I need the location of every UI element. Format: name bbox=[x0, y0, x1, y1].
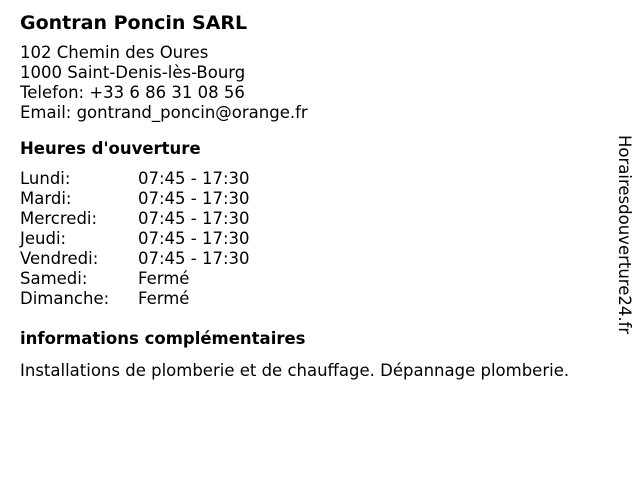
day-label: Jeudi: bbox=[20, 229, 67, 248]
additional-info-heading: informations complémentaires bbox=[20, 329, 306, 348]
time-value: 07:45 - 17:30 bbox=[138, 249, 250, 268]
day-label: Samedi: bbox=[20, 269, 88, 288]
time-value: Fermé bbox=[138, 269, 190, 288]
day-label: Lundi: bbox=[20, 169, 71, 188]
street-address: 102 Chemin des Oures bbox=[20, 43, 209, 62]
hours-row-sunday bbox=[20, 289, 610, 309]
hours-row-tuesday bbox=[20, 189, 610, 209]
time-value: 07:45 - 17:30 bbox=[138, 169, 250, 188]
hours-row-thursday bbox=[20, 229, 610, 249]
opening-hours-heading: Heures d'ouverture bbox=[20, 139, 201, 158]
hours-row-saturday bbox=[20, 269, 610, 289]
business-name: Gontran Poncin SARL bbox=[20, 12, 248, 34]
time-value: 07:45 - 17:30 bbox=[138, 189, 250, 208]
opening-hours-table bbox=[20, 169, 610, 309]
time-value: 07:45 - 17:30 bbox=[138, 229, 250, 248]
hours-row-monday bbox=[20, 169, 610, 189]
contact-block bbox=[20, 43, 610, 123]
site-watermark: Horairesdouverture24.fr bbox=[615, 135, 634, 335]
city-address: 1000 Saint-Denis-lès-Bourg bbox=[20, 63, 246, 82]
day-label: Mercredi: bbox=[20, 209, 98, 228]
hours-row-wednesday bbox=[20, 209, 610, 229]
email-address: Email: gontrand_poncin@orange.fr bbox=[20, 103, 308, 122]
business-card bbox=[20, 11, 610, 381]
day-label: Dimanche: bbox=[20, 289, 110, 308]
time-value: Fermé bbox=[138, 289, 190, 308]
time-value: 07:45 - 17:30 bbox=[138, 209, 250, 228]
additional-info-text: Installations de plomberie et de chauffage. Dépannage plomberie. bbox=[20, 361, 570, 380]
phone-number: Telefon: +33 6 86 31 08 56 bbox=[20, 83, 245, 102]
hours-row-friday bbox=[20, 249, 610, 269]
day-label: Mardi: bbox=[20, 189, 72, 208]
day-label: Vendredi: bbox=[20, 249, 99, 268]
